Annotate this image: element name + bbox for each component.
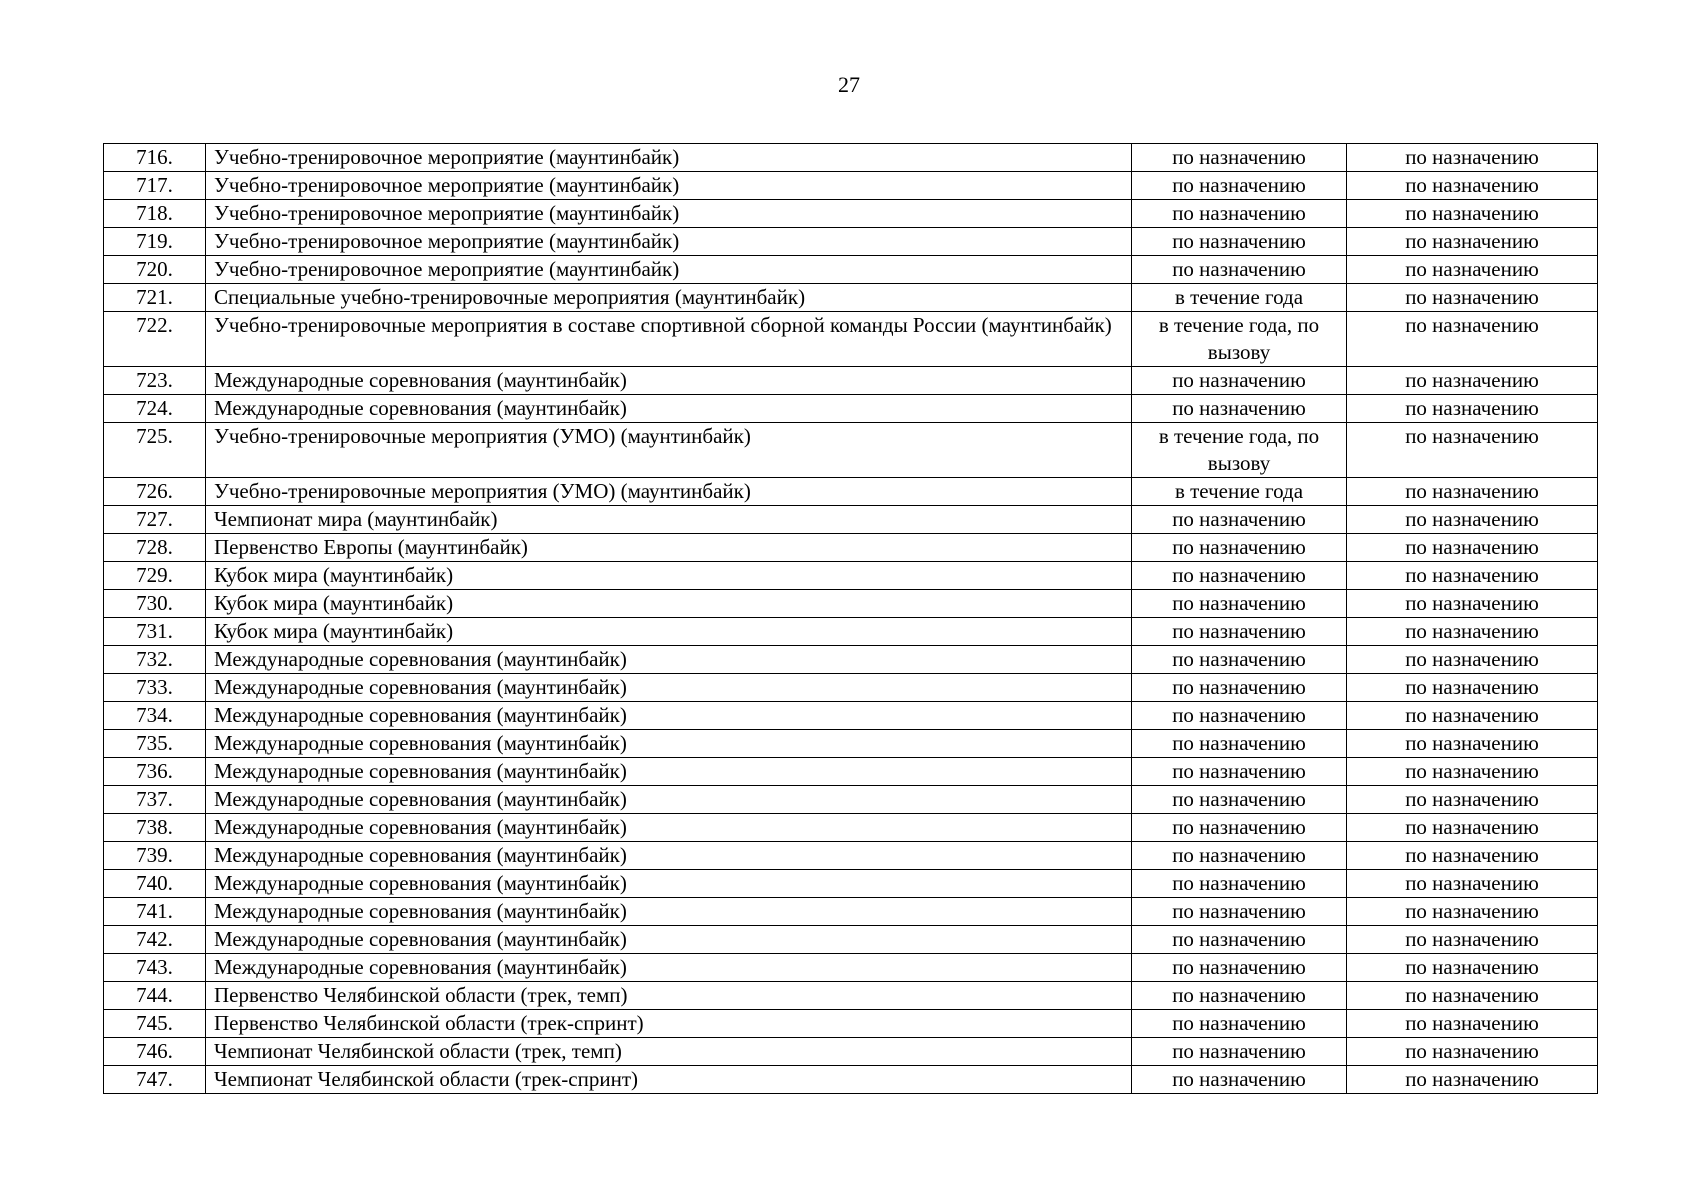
event-term: в течение года xyxy=(1132,284,1347,312)
event-term: по назначению xyxy=(1132,954,1347,982)
event-place: по назначению xyxy=(1347,786,1598,814)
event-place: по назначению xyxy=(1347,200,1598,228)
row-number: 737. xyxy=(104,786,206,814)
event-place: по назначению xyxy=(1347,506,1598,534)
row-number: 741. xyxy=(104,898,206,926)
event-place: по назначению xyxy=(1347,982,1598,1010)
event-term: по назначению xyxy=(1132,1010,1347,1038)
table-row xyxy=(104,478,1598,506)
event-place: по назначению xyxy=(1347,284,1598,312)
table-row xyxy=(104,312,1598,367)
table-row xyxy=(104,144,1598,172)
row-number: 744. xyxy=(104,982,206,1010)
table-row xyxy=(104,1038,1598,1066)
event-place: по назначению xyxy=(1347,534,1598,562)
event-name: Международные соревнования (маунтинбайк) xyxy=(206,730,1132,758)
table-row xyxy=(104,172,1598,200)
event-place: по назначению xyxy=(1347,1010,1598,1038)
row-number: 728. xyxy=(104,534,206,562)
event-place: по назначению xyxy=(1347,312,1598,367)
event-name: Специальные учебно-тренировочные мероприятия (маунтинбайк) xyxy=(206,284,1132,312)
table-row xyxy=(104,506,1598,534)
event-name: Учебно-тренировочное мероприятие (маунтинбайк) xyxy=(206,144,1132,172)
event-place: по назначению xyxy=(1347,562,1598,590)
event-place: по назначению xyxy=(1347,1066,1598,1094)
event-term: по назначению xyxy=(1132,926,1347,954)
row-number: 740. xyxy=(104,870,206,898)
event-name: Международные соревнования (маунтинбайк) xyxy=(206,758,1132,786)
event-name: Международные соревнования (маунтинбайк) xyxy=(206,674,1132,702)
row-number: 745. xyxy=(104,1010,206,1038)
event-place: по назначению xyxy=(1347,646,1598,674)
table-row xyxy=(104,562,1598,590)
event-term: по назначению xyxy=(1132,702,1347,730)
event-place: по назначению xyxy=(1347,1038,1598,1066)
table-row xyxy=(104,758,1598,786)
row-number: 738. xyxy=(104,814,206,842)
row-number: 716. xyxy=(104,144,206,172)
event-place: по назначению xyxy=(1347,674,1598,702)
event-term: по назначению xyxy=(1132,395,1347,423)
event-term: по назначению xyxy=(1132,228,1347,256)
event-place: по назначению xyxy=(1347,842,1598,870)
event-term: по назначению xyxy=(1132,618,1347,646)
row-number: 732. xyxy=(104,646,206,674)
row-number: 733. xyxy=(104,674,206,702)
event-name: Международные соревнования (маунтинбайк) xyxy=(206,395,1132,423)
table-row xyxy=(104,646,1598,674)
row-number: 734. xyxy=(104,702,206,730)
event-term: по назначению xyxy=(1132,730,1347,758)
row-number: 718. xyxy=(104,200,206,228)
event-term: в течение года xyxy=(1132,478,1347,506)
event-term: по назначению xyxy=(1132,842,1347,870)
event-name: Кубок мира (маунтинбайк) xyxy=(206,618,1132,646)
table-row xyxy=(104,367,1598,395)
table-row xyxy=(104,256,1598,284)
event-name: Первенство Европы (маунтинбайк) xyxy=(206,534,1132,562)
event-place: по назначению xyxy=(1347,926,1598,954)
event-term: по назначению xyxy=(1132,562,1347,590)
table-row xyxy=(104,870,1598,898)
table-row xyxy=(104,618,1598,646)
event-place: по назначению xyxy=(1347,478,1598,506)
event-term: по назначению xyxy=(1132,200,1347,228)
row-number: 725. xyxy=(104,423,206,478)
page-number: 27 xyxy=(838,72,860,97)
row-number: 722. xyxy=(104,312,206,367)
event-term: по назначению xyxy=(1132,870,1347,898)
event-name: Международные соревнования (маунтинбайк) xyxy=(206,898,1132,926)
event-term: по назначению xyxy=(1132,367,1347,395)
event-name: Учебно-тренировочное мероприятие (маунтинбайк) xyxy=(206,256,1132,284)
event-term: по назначению xyxy=(1132,534,1347,562)
row-number: 731. xyxy=(104,618,206,646)
table-row xyxy=(104,814,1598,842)
event-name: Международные соревнования (маунтинбайк) xyxy=(206,870,1132,898)
event-name: Учебно-тренировочное мероприятие (маунтинбайк) xyxy=(206,172,1132,200)
event-name: Международные соревнования (маунтинбайк) xyxy=(206,646,1132,674)
event-place: по назначению xyxy=(1347,758,1598,786)
event-term: по назначению xyxy=(1132,506,1347,534)
event-term: по назначению xyxy=(1132,758,1347,786)
row-number: 747. xyxy=(104,1066,206,1094)
event-place: по назначению xyxy=(1347,702,1598,730)
event-term: по назначению xyxy=(1132,646,1347,674)
event-place: по назначению xyxy=(1347,730,1598,758)
event-name: Международные соревнования (маунтинбайк) xyxy=(206,842,1132,870)
table-row xyxy=(104,786,1598,814)
row-number: 742. xyxy=(104,926,206,954)
row-number: 739. xyxy=(104,842,206,870)
table-row xyxy=(104,534,1598,562)
event-term: по назначению xyxy=(1132,144,1347,172)
event-term: по назначению xyxy=(1132,982,1347,1010)
table-row xyxy=(104,395,1598,423)
event-term: по назначению xyxy=(1132,786,1347,814)
table-row xyxy=(104,284,1598,312)
event-place: по назначению xyxy=(1347,870,1598,898)
event-place: по назначению xyxy=(1347,256,1598,284)
event-term: по назначению xyxy=(1132,674,1347,702)
row-number: 736. xyxy=(104,758,206,786)
table-row xyxy=(104,842,1598,870)
event-place: по назначению xyxy=(1347,618,1598,646)
event-place: по назначению xyxy=(1347,898,1598,926)
row-number: 729. xyxy=(104,562,206,590)
row-number: 723. xyxy=(104,367,206,395)
table-row xyxy=(104,954,1598,982)
event-term: по назначению xyxy=(1132,256,1347,284)
event-place: по назначению xyxy=(1347,423,1598,478)
table-row xyxy=(104,1066,1598,1094)
row-number: 724. xyxy=(104,395,206,423)
event-place: по назначению xyxy=(1347,395,1598,423)
event-name: Учебно-тренировочные мероприятия в составе спортивной сборной команды России (маунтинбайк) xyxy=(206,312,1132,367)
row-number: 727. xyxy=(104,506,206,534)
table-row xyxy=(104,590,1598,618)
table-row xyxy=(104,926,1598,954)
row-number: 719. xyxy=(104,228,206,256)
event-name: Кубок мира (маунтинбайк) xyxy=(206,562,1132,590)
event-term: по назначению xyxy=(1132,1066,1347,1094)
table-row xyxy=(104,702,1598,730)
event-name: Международные соревнования (маунтинбайк) xyxy=(206,786,1132,814)
event-name: Чемпионат Челябинской области (трек, темп) xyxy=(206,1038,1132,1066)
event-name: Учебно-тренировочные мероприятия (УМО) (маунтинбайк) xyxy=(206,478,1132,506)
row-number: 717. xyxy=(104,172,206,200)
table-row xyxy=(104,423,1598,478)
event-place: по назначению xyxy=(1347,228,1598,256)
event-place: по назначению xyxy=(1347,590,1598,618)
event-term: по назначению xyxy=(1132,898,1347,926)
event-term: в течение года, по вызову xyxy=(1132,312,1347,367)
event-name: Международные соревнования (маунтинбайк) xyxy=(206,702,1132,730)
event-name: Первенство Челябинской области (трек, темп) xyxy=(206,982,1132,1010)
event-place: по назначению xyxy=(1347,144,1598,172)
event-name: Кубок мира (маунтинбайк) xyxy=(206,590,1132,618)
events-table-body xyxy=(104,144,1598,1094)
event-place: по назначению xyxy=(1347,814,1598,842)
event-name: Чемпионат Челябинской области (трек-спринт) xyxy=(206,1066,1132,1094)
event-name: Международные соревнования (маунтинбайк) xyxy=(206,926,1132,954)
row-number: 726. xyxy=(104,478,206,506)
table-row xyxy=(104,982,1598,1010)
table-row xyxy=(104,730,1598,758)
row-number: 743. xyxy=(104,954,206,982)
event-term: в течение года, по вызову xyxy=(1132,423,1347,478)
event-name: Международные соревнования (маунтинбайк) xyxy=(206,814,1132,842)
event-name: Международные соревнования (маунтинбайк) xyxy=(206,954,1132,982)
event-name: Учебно-тренировочное мероприятие (маунтинбайк) xyxy=(206,200,1132,228)
row-number: 720. xyxy=(104,256,206,284)
event-name: Чемпионат мира (маунтинбайк) xyxy=(206,506,1132,534)
events-table xyxy=(103,143,1598,1094)
event-term: по назначению xyxy=(1132,590,1347,618)
event-name: Учебно-тренировочные мероприятия (УМО) (маунтинбайк) xyxy=(206,423,1132,478)
table-row xyxy=(104,898,1598,926)
event-place: по назначению xyxy=(1347,172,1598,200)
table-row xyxy=(104,200,1598,228)
event-term: по назначению xyxy=(1132,1038,1347,1066)
table-row xyxy=(104,674,1598,702)
event-term: по назначению xyxy=(1132,172,1347,200)
event-name: Первенство Челябинской области (трек-спринт) xyxy=(206,1010,1132,1038)
row-number: 746. xyxy=(104,1038,206,1066)
event-term: по назначению xyxy=(1132,814,1347,842)
event-place: по назначению xyxy=(1347,954,1598,982)
event-name: Учебно-тренировочное мероприятие (маунтинбайк) xyxy=(206,228,1132,256)
table-row xyxy=(104,228,1598,256)
event-name: Международные соревнования (маунтинбайк) xyxy=(206,367,1132,395)
row-number: 735. xyxy=(104,730,206,758)
event-place: по назначению xyxy=(1347,367,1598,395)
row-number: 721. xyxy=(104,284,206,312)
row-number: 730. xyxy=(104,590,206,618)
table-row xyxy=(104,1010,1598,1038)
